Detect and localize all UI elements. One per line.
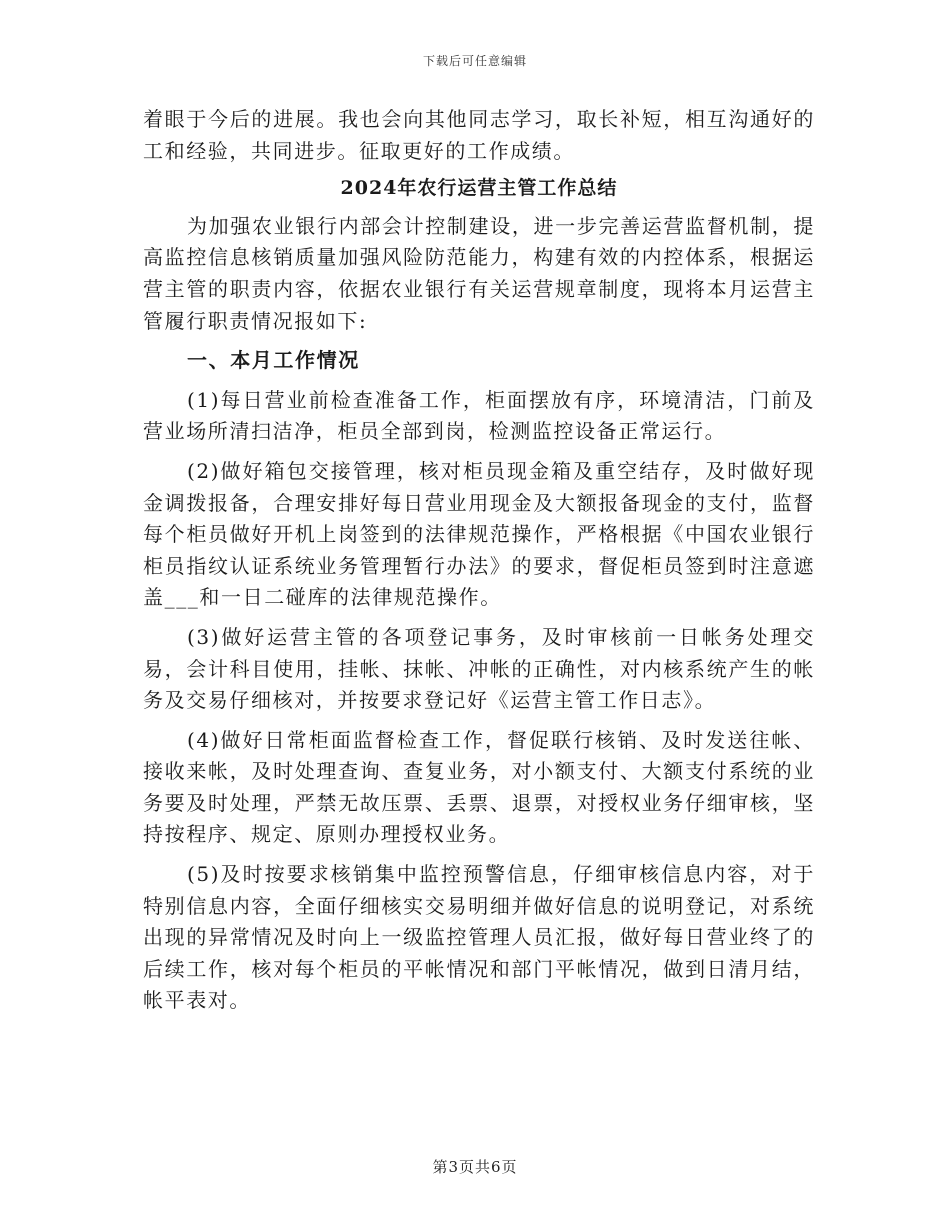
work-item-2: (2)做好箱包交接管理，核对柜员现金箱及重空结存，及时做好现金调拨报备，合理安排好每日营业用现金及大额报备现金的支付，监督每个柜员做好开机上岗签到的法律规范操作，严格根据《中国农业银行柜员指纹认证系统业务管理暂行办法》的要求，督促柜员签到时注意遮盖___和一日二碰库的法律规范操作。 (143, 458, 815, 610)
work-item-5: (5)及时按要求核销集中监控预警信息，仔细审核信息内容，对于特别信息内容，全面仔细核实交易明细并做好信息的说明登记，对系统出现的异常情况及时向上一级监控管理人员汇报，做好每日营业终了的后续工作，核对每个柜员的平帐情况和部门平帐情况，做到日清月结，帐平表对。 (143, 862, 815, 1013)
page-header-note: 下载后可任意编辑 (422, 54, 527, 68)
work-item-3: (3)做好运营主管的各项登记事务，及时审核前一日帐务处理交易，会计科目使用，挂帐、抹帐、冲帐的正确性，对内核系统产生的帐务及交易仔细核对，并按要求登记好《运营主管工作日志》。 (143, 624, 815, 713)
work-item-1: (1)每日营业前检查准备工作，柜面摆放有序，环境清洁，门前及营业场所清扫洁净，柜员全部到岗，检测监控设备正常运行。 (143, 387, 815, 444)
document-title: 2024年农行运营主管工作总结 (340, 177, 618, 200)
work-item-4: (4)做好日常柜面监督检查工作，督促联行核销、及时发送往帐、接收来帐，及时处理查询、查复业务，对小额支付、大额支付系统的业务要及时处理，严禁无故压票、丢票、退票，对授权业务仔细审核，坚持按程序、规定、原则办理授权业务。 (143, 727, 815, 847)
document-body (143, 104, 815, 1025)
opening-paragraph: 着眼于今后的进展。我也会向其他同志学习，取长补短，相互沟通好的工和经验，共同进步。征取更好的工作成绩。 (143, 107, 815, 163)
intro-paragraph: 为加强农业银行内部会计控制建设，进一步完善运营监督机制，提高监控信息核销质量加强风险防范能力，构建有效的内控体系，根据运营主管的职责内容，依据农业银行有关运营规章制度，现将本月运营主管履行职责情况报如下: (143, 213, 815, 333)
section-heading: 一、本月工作情况 (187, 348, 360, 373)
page-number-footer: 第3页共6页 (432, 1158, 518, 1176)
